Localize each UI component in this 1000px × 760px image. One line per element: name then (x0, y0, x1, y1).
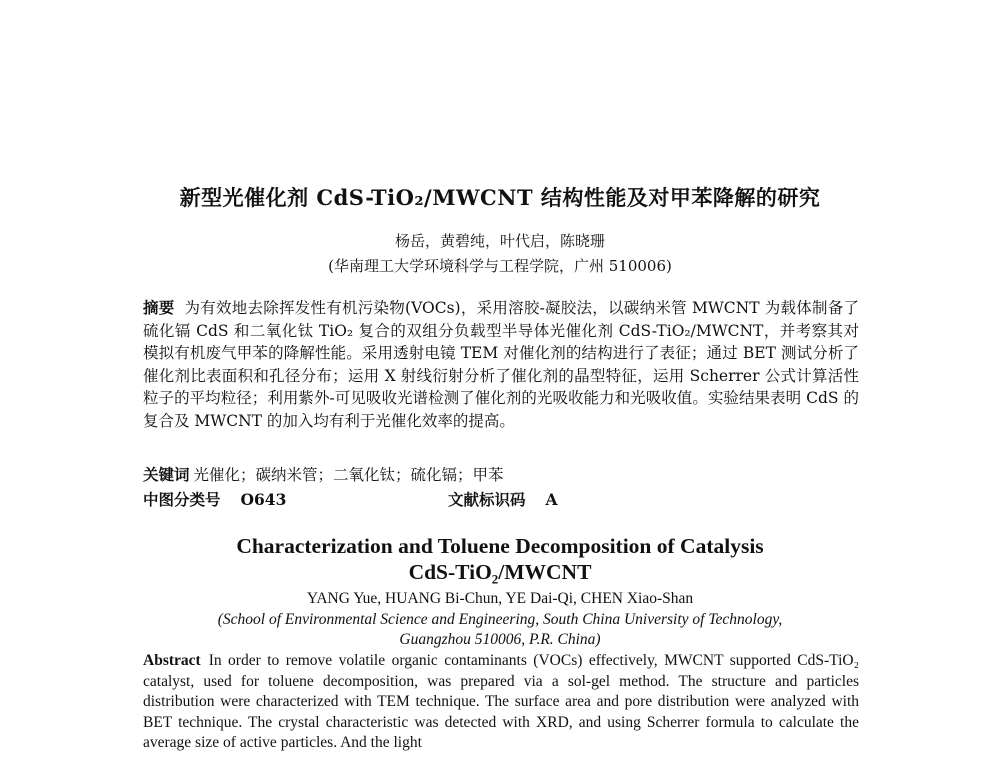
title-chinese: 新型光催化剂 CdS-TiO₂/MWCNT 结构性能及对甲苯降解的研究 (179, 185, 821, 210)
classification-line (143, 490, 859, 510)
authors-english: YANG Yue, HUANG Bi-Chun, YE Dai-Qi, CHEN Xiao-Shan (306, 590, 694, 607)
abstract-english-label: Abstract (143, 652, 201, 669)
doc-code-label: 文献标识码 (448, 490, 526, 509)
doc-code-value: A (545, 490, 558, 509)
title-english-line-2: CdS-TiO₂/MWCNT (408, 560, 592, 584)
abstract-english (143, 651, 859, 754)
title-english (0, 533, 1000, 585)
affiliation-english-line-2: Guangzhou 510006, P.R. China) (399, 631, 601, 648)
title-english-line-1: Characterization and Toluene Decomposition of Catalysis (236, 534, 764, 558)
affiliation-chinese: (华南理工大学环境科学与工程学院，广州 510006) (328, 257, 672, 275)
affiliation-english (0, 610, 1000, 650)
keywords-text: 光催化；碳纳米管；二氧化钛；硫化镉；甲苯 (193, 466, 504, 484)
keywords-line (143, 465, 859, 485)
abstract-chinese (143, 297, 859, 432)
keywords-label: 关键词 (143, 465, 190, 484)
authors-chinese: 杨岳，黄碧纯，叶代启，陈晓珊 (394, 232, 605, 250)
doc-code (448, 490, 558, 510)
abstract-chinese-label: 摘要 (143, 298, 175, 317)
abstract-chinese-text: 为有效地去除挥发性有机污染物(VOCs)，采用溶胶-凝胶法，以碳纳米管 MWCNT 为载体制备了硫化镉 CdS 和二氧化钛 TiO₂ 复合的双组分负载型半导体光催化剂 CdS-TiO₂/MWCNT，并考察其对模拟有机废气甲苯的降解性能。采用透射电镜 TEM 对催化剂的结构进行了表征；通过 BET 测试分析了催化剂比表面积和孔径分布；运用 X 射线衍射分析了催化剂的晶型特征，运用 Scherrer 公式计算活性粒子的平均粒径；利用紫外-可见吸收光谱检测了催化剂的光吸收能力和光吸收值。实验结果表明 CdS 的复合及 MWCNT 的加入均有利于光催化效率的提高。 (143, 299, 859, 430)
affiliation-english-line-1: (School of Environmental Science and Engineering, South China University of Technology, (217, 611, 783, 628)
clc-label: 中图分类号 (143, 490, 221, 509)
abstract-english-text: In order to remove volatile organic contaminants (VOCs) effectively, MWCNT supported CdS-TiO₂ catalyst, used for toluene decomposition, was prepared via a sol-gel method. The structure and particles distribution were characterized with TEM technique. The surface area and pore distribution were analyzed with BET technique. The crystal characteristic was detected with XRD, and using Scherrer formula to calculate the average size of active particles. And the light (143, 652, 859, 751)
clc-value: O643 (240, 490, 287, 509)
